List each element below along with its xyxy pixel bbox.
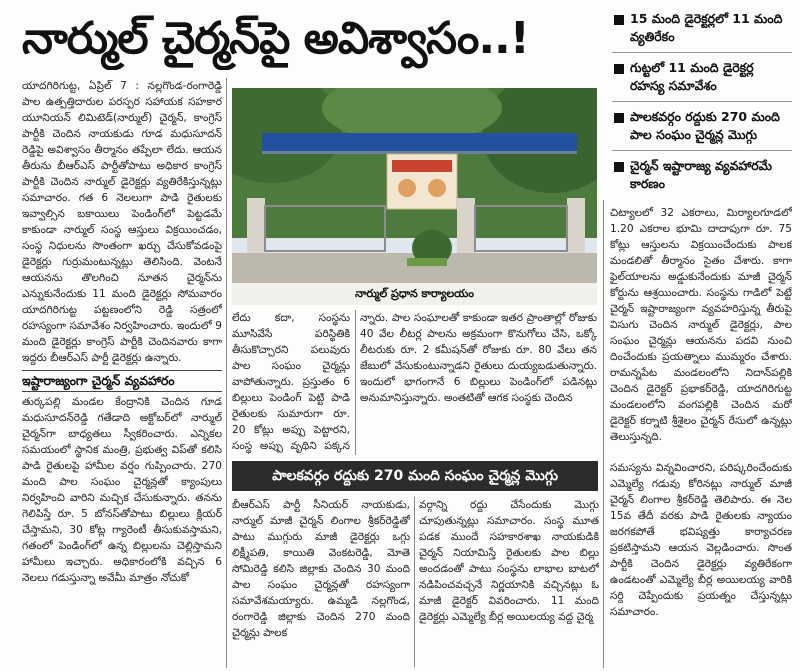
- article-column-2-top: [232, 310, 350, 455]
- column-divider: [355, 310, 356, 455]
- bullet-square-icon: [614, 15, 624, 25]
- article-column-2-bottom: [232, 497, 410, 667]
- article-column-4-bottom: [610, 460, 792, 667]
- highlight-item: పాలకవర్గం రద్దుకు 270 మంది పాల సంఘం చైర్మన్ల మొగ్గు: [612, 102, 792, 151]
- article-paragraph: న్నారు. పాల సంఘాలతో కాకుండా ఇతర ప్రాంతాల్లో రోజుకు 40 వేల లీటర్ల పాలను అక్రమంగా కొనుగోలు చేసి, ఒక్కో లీటరుకు రూ. 2 కమీషన్‌తో రోజుకు రూ. 80 వేలు తన జేబులో వేసుకుంటున్నాడని రైతులు దుయ్యబడుతున్నారు. ఇందులో భాగంగానే 6 బిల్లులు పెండింగ్‌లో పడినట్లు అనుమానిస్తున్నారు. అంతటితో ఆగక సంస్థకు చెందిన: [360, 312, 597, 404]
- office-building-image: [232, 88, 597, 283]
- article-paragraph: బీఆర్ఎస్ పార్టీ సీనియర్ నాయకుడు, నార్ముల్ మాజీ చైర్మన్ లింగాల శ్రీకర్‌రెడ్డితో పాటు ముగ్గురు మాజీ డైరెక్టర్లు ఒగ్గు లిక్ష్మీపతి, కాయితి వెంకటరెడ్డి, మోతె సోమిరెడ్డి కలిసి జిల్లాకు చెందిన 30 మంది పాల సంఘం చైర్మన్లతో రహస్యంగా సమావేశమయ్యారు. ఉమ్మడి నల్లగొండ, రంగారెడ్డి జిల్లాకు చెందిన 270 మంది చైర్మన్లు పాలక: [232, 499, 410, 639]
- section-banner: పాలకవర్గం రద్దుకు 270 మంది సంఘం చైర్మన్ల మొగ్గు: [232, 461, 598, 491]
- article-paragraph: చిట్యాలలో 32 ఎకరాలు, మిర్యాలగూడలో 1.20 ఎకరాల భూమి దాదాపుగా రూ. 75 కోట్లు ఆస్తులను విక్రయించేందుకు పాలక మండలితో తీర్మానం సైతం చేశారు. కాగా ఫైల్‌యాలను అడ్డుకునేందుకు మాజీ చైర్మన్ కోర్టును ఆశ్రయించారు. సంస్థను గాడిలో పెట్టే చైర్మన్ ఇష్టారాజ్యంగా వ్యవహరిస్తున్న తీరుపై విసుగు చెందిన నార్ముల్ డైరెక్టర్లు, పాల సంఘం చైర్మన్లు ఆయనను పదవి నుంచి దించేందుకు ప్రయత్నాలు ముమ్మరం చేశారు. రామన్నపేట మండలంలోని నిదాన్‌పల్లికి చెందిన డైరెక్టర్ ప్రభాకర్‌రెడ్డి, యాదగిరిగుట్ట మండలంలోని వంగపల్లికి చెందిన మరో డైరెక్టర్ కర్నాటి శ్రీశైలం చైర్మన్ రేసులో ఉన్నట్లు తెలుస్తున్నది.: [610, 207, 792, 443]
- article-paragraph: తుర్కపల్లి మండల కేంద్రానికి చెందిన గూడ మధుసూదన్‌రెడ్డి గతేడాది అక్టోబర్‌లో నార్ముల్ చైర్మన్‌గా బాధ్యతలు స్వీకరించారు. ఎన్నికల సమయంలో స్థానిక మంత్రి, ప్రభుత్వ విప్‌తో కలిసి పాడి రైతులపై హామీల వర్షం గుప్పించారు. 270 మంది పాల సంఘం చైర్మన్లతో క్యాంపులు నిర్వహించి వారిని మచ్చిక చేసుకున్నారు. తనను గెలిపిస్తే రూ. 5 బోనస్‌తోపాటు బిల్లులు క్లియర్ చేస్తామని, 30 కోట్ల గ్యారెంటీ తీసుకువస్తామని, గతంలో పెండింగ్‌లో ఉన్న బిల్లులను చెల్లిస్తామని హామీలు ఇచ్చారు. అధికారంలోకి వచ్చిన 6 నెలలు గడుస్తున్నా అవేమీ మాత్రం నోచుకో: [22, 396, 222, 584]
- photo-caption: నార్ముల్ ప్రధాన కార్యాలయం: [232, 283, 597, 305]
- article-paragraph: సమస్యను విన్నవించారని, పరిష్కరించేందుకు ఎమ్మెల్యే గడువు కోరినట్లు నార్ముల్ మాజీ చైర్మన్ లింగాల శ్రీకర్‌రెడ్డి తెలిపారు. ఈ నెల 15వ తేదీ వరకు పాడి రైతులకు న్యాయం జరగకపోతే భవిష్యత్తు కార్యాచరణ ప్రకటిస్తామని ఆయన వెల్లడించారు. సొంత పార్టీకి చెందిన డైరెక్టర్లు వ్యతిరేకంగా ఉండటంతో ఎమ్మెల్యే బీర్ల అయిలయ్య వారికి సర్ది చెప్పేందుకు ప్రయత్నం చేస్తున్నట్లు సమాచారం.: [610, 462, 792, 618]
- article-paragraph: వర్గాన్ని రద్దు చేసేందుకు మొగ్గు చూపుతున్నట్లు సమాచారం. సంస్థ మూత పడక ముందే సహకారశాఖ నాయకుడికి చైర్మన్ నియామిస్తే రైతులకు పాల బిల్లు అందడంతో పాటు సంస్థను లాభాల బాటలో నడిపించవచ్చనే నిర్ణయానికి వచ్చినట్లు ఓ మాజీ డైరెక్టర్ వివరించారు. 11 మంది డైరెక్టర్లు ఎమ్మెల్యే బీర్ల అయిలయ్య వద్ద చైర్మ: [419, 499, 599, 623]
- highlight-item: చైర్మన్ ఇష్టారాజ్య వ్యవహారమే కారణం: [612, 151, 792, 199]
- article-column-3-bottom: [419, 497, 599, 667]
- article-column-4-top: [610, 205, 792, 455]
- article-paragraph: యాదగిరిగుట్ట, ఏప్రిల్ 7 : నల్లగొండ-రంగారెడ్డి పాల ఉత్పత్తిదారుల పరస్పర సహాయక సహకార యూనియన్ లిమిటెడ్(నార్ముల్) చైర్మన్, కాంగ్రెస్ పార్టీకి చెందిన నాయకుడు గూడ మధుసూదన్ రెడ్డిపై అవిశ్వాసం తీర్మానం తప్పేలా లేదు. ఆయన తీరును బీఆర్ఎస్ పార్టీతోపాటు అధికార కాంగ్రెస్ పార్టీకి చెందిన నార్ముల్ డైరెక్టర్లు వ్యతిరేకిస్తున్నట్లు సమాచారం. గత 6 నెలలుగా పాడి రైతులకు ఇవ్వాల్సిన బకాయిలు పెండింగ్‌లో పెట్టడమే కాకుండా నార్ముల్ సంస్థ ఆస్తులు విక్రయించడం, సంస్థ నిధులను సొంతంగా ఖర్చు చేసుకోవడంపై డైరెక్టర్లు గుర్రుమంటున్నట్లు తెలిసింది. వెంటనే ఆయనను తొలగించి నూతన చైర్మన్‌ను ఎన్నుకునేందుకు 11 మంది డైరెక్టర్లు సోమవారం యాదగిరిగుట్ట పట్టణంలోని రెడ్డి సత్రంలో రహస్యంగా సమావేశం నిర్వహించారు. ఇందులో 9 మంది డైరెక్టర్లు కాంగ్రెస్ పార్టీకి చెందినవారు కాగా ఇద్దరు బీఆర్ఎస్ పార్టీ డైరెక్టర్లు ఉన్నారు.: [22, 80, 222, 364]
- article-column-3-top: [360, 310, 597, 455]
- column-divider: [603, 200, 604, 668]
- bullet-square-icon: [614, 162, 624, 172]
- office-photo: [232, 88, 597, 283]
- section-subhead: ఇష్టారాజ్యంగా చైర్మన్ వ్యవహారం: [22, 370, 222, 392]
- article-column-1: [22, 78, 222, 668]
- column-divider: [414, 497, 415, 667]
- highlight-item: 15 మంది డైరెక్టర్లలో 11 మంది వ్యతిరేకం: [612, 4, 792, 53]
- column-divider: [226, 78, 227, 668]
- bullet-square-icon: [614, 64, 624, 74]
- headline: నార్ముల్ చైర్మన్‌పై అవిశ్వాసం..!: [22, 13, 529, 64]
- highlights-box: [612, 4, 792, 199]
- article-paragraph: లేదు కదా, సంస్థను మూసివేసే పరిస్థితికి తీసుకొచ్చారని పలువురు పాల సంఘం చైర్మన్లు వాపోతున్నారు. ప్రస్తుతం 6 బిల్లులు పెండింగ్ పెట్టి పాడి రైతులకు సుమారుగా రూ. 20 కోట్లు అప్పు పెట్టారని, సంస్థ అప్పు వృథిని పక్కన: [232, 312, 350, 452]
- bullet-square-icon: [614, 113, 624, 123]
- highlight-item: గుట్టలో 11 మంది డైరెక్టర్ల రహస్య సమావేశం: [612, 53, 792, 102]
